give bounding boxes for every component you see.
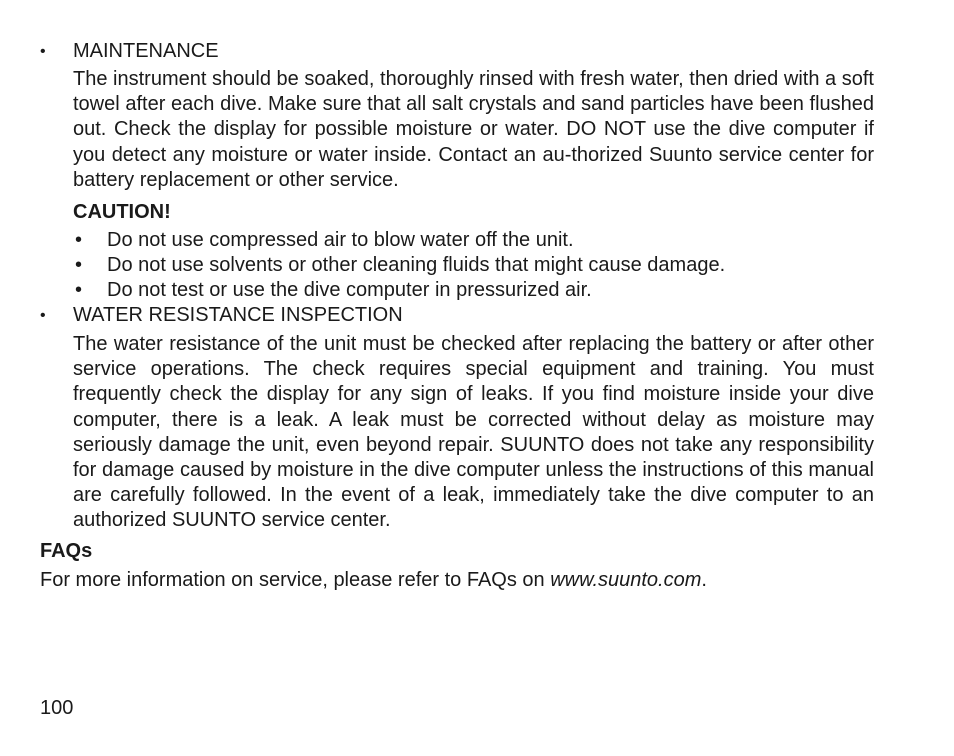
maintenance-paragraph: The instrument should be soaked, thoroughly rinsed with fresh water, then dried with a soft towel after each dive. Make sure that all salt crystals and sand particles have been flushed out. Check the display for possible moisture or water. DO NOT use the dive computer if you detect any moisture or water inside. Contact an au-thorized Suunto service center for battery replacement or other service. [73,68,874,191]
bullet: • [75,279,83,301]
water-resistance-heading: WATER RESISTANCE INSPECTION [73,304,403,326]
caution-item-text: Do not use solvents or other cleaning fluids that might cause damage. [107,254,726,276]
caution-item [73,253,874,279]
faqs-text-suffix: . [701,569,707,591]
bullet: • [75,229,83,251]
caution-item-text: Do not use compressed air to blow water off the unit. [107,229,574,251]
caution-item [73,228,874,254]
bullet: • [40,43,46,60]
maintenance-heading: MAINTENANCE [73,40,219,62]
bullet: • [40,307,46,324]
caution-label: CAUTION! [73,201,171,223]
website-link[interactable]: www.suunto.com [550,569,702,591]
faqs-text-prefix: For more information on service, please refer to FAQs on [40,569,551,591]
water-resistance-paragraph: The water resistance of the unit must be checked after replacing the battery or after other service operations. The check requires special equipment and training. You must frequently check the display for any sign of leaks. If you find moisture inside your dive computer, there is a leak. A leak must be corrected without delay as moisture may seriously damage the unit, even beyond repair. SUUNTO does not take any responsibility for damage caused by moisture in the dive computer unless the instructions of this manual are carefully followed. In the event of a leak, immediately take the dive computer to an authorized SUUNTO service center. [73,333,874,532]
faqs-text [40,568,707,593]
maintenance-heading-item [40,39,880,65]
page-number: 100 [40,697,74,719]
faqs-heading: FAQs [40,540,93,562]
caution-item [73,278,874,304]
bullet: • [75,254,83,276]
water-resistance-heading-item [40,303,880,329]
caution-item-text: Do not test or use the dive computer in pressurized air. [107,279,592,301]
